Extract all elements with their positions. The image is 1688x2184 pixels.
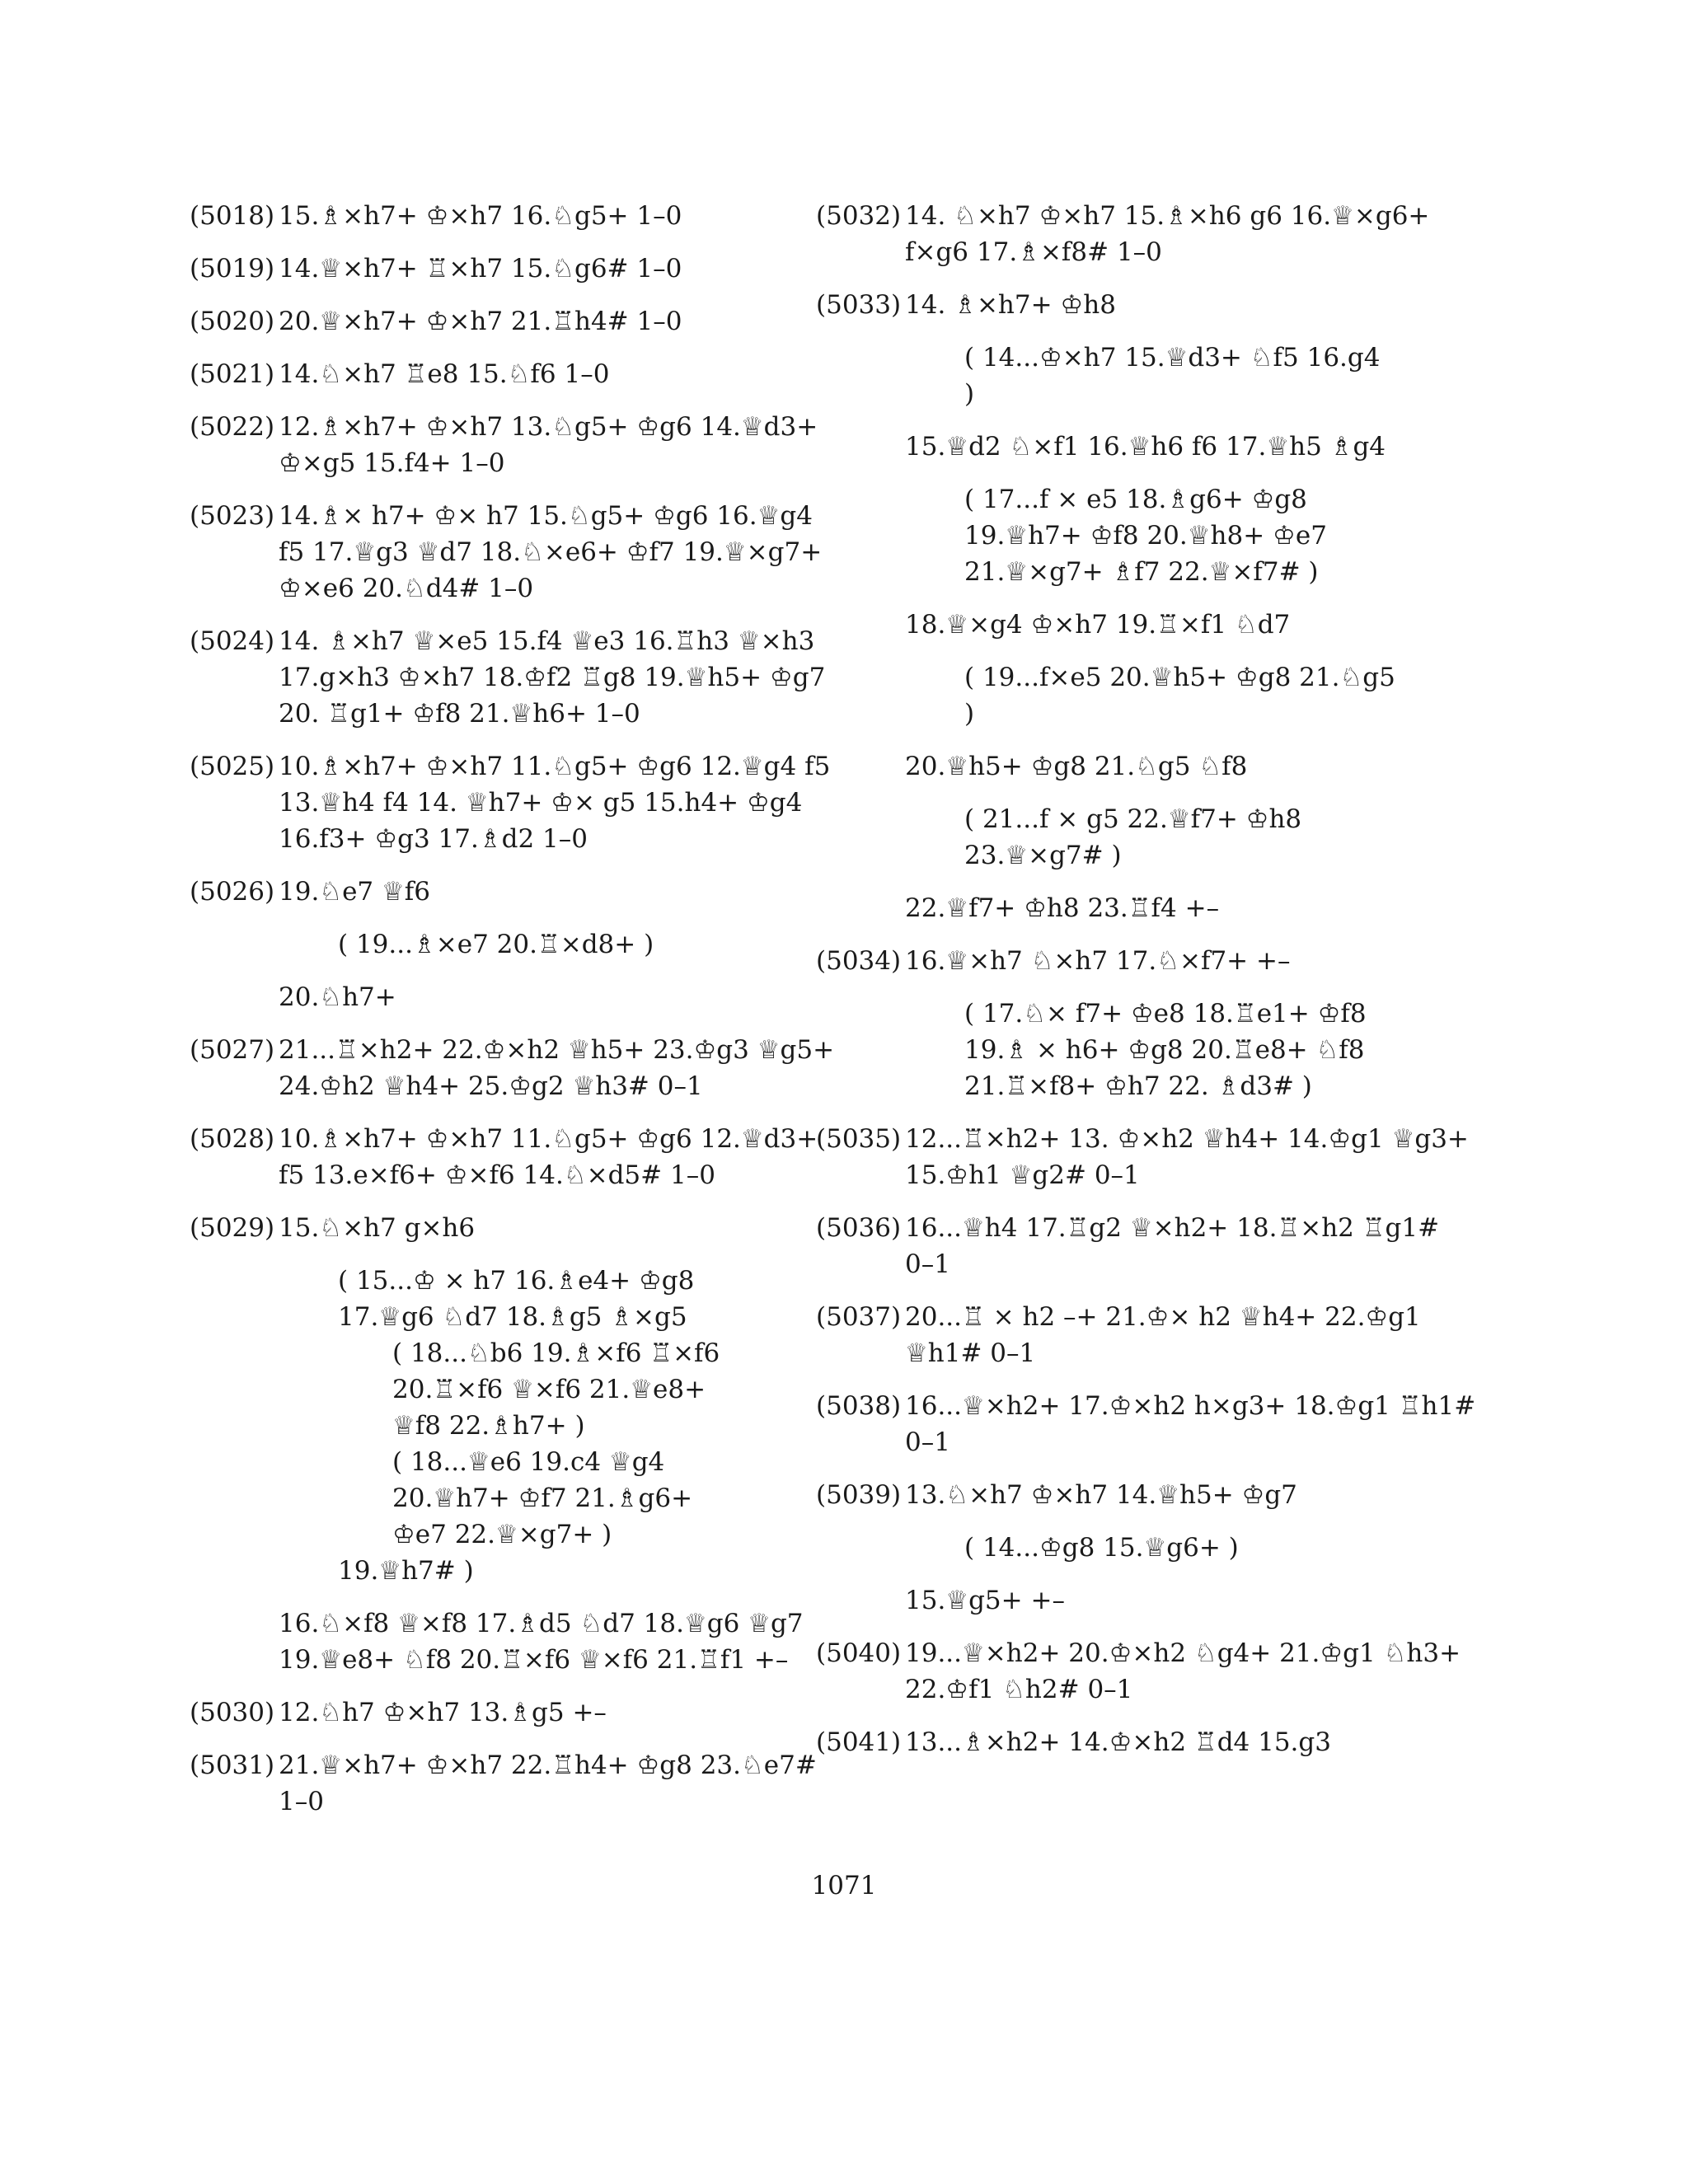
move-line: 21...♖×h2+ 22.♔×h2 ♕h5+ 23.♔g3 ♕g5+ <box>279 1035 835 1065</box>
move-line: 14.♗× h7+ ♔× h7 15.♘g5+ ♔g6 16.♕g4 <box>279 501 813 531</box>
move-line: ♔×e6 20.♘d4# 1–0 <box>279 574 534 603</box>
continuation-line: 15.♕d2 ♘×f1 16.♕h6 f6 17.♕h5 ♗g4 <box>905 432 1386 462</box>
puzzle-number: (5026) <box>190 877 275 907</box>
puzzle-number: (5021) <box>190 359 275 389</box>
page-number: 1071 <box>811 1871 877 1900</box>
puzzle-number: (5037) <box>816 1302 902 1332</box>
move-line: 20. ♖g1+ ♔f8 21.♕h6+ 1–0 <box>279 699 640 729</box>
puzzle-entry <box>816 1388 1476 1460</box>
move-line: 10.♗×h7+ ♔×h7 11.♘g5+ ♔g6 12.♕d3+ <box>279 1124 818 1154</box>
continuation-line: 22.♕f7+ ♔h8 23.♖f4 +– <box>905 893 1220 923</box>
move-line: 12...♖×h2+ 13. ♔×h2 ♕h4+ 14.♔g1 ♕g3+ <box>905 1124 1469 1154</box>
puzzle-entry <box>816 1299 1451 1371</box>
puzzle-number: (5036) <box>816 1213 902 1243</box>
variation-line: ( 14...♔×h7 15.♕d3+ ♘f5 16.g4 <box>964 343 1381 373</box>
puzzle-number: (5034) <box>816 946 902 976</box>
variation-line: ( 21...f × g5 22.♕f7+ ♔h8 <box>964 804 1302 834</box>
move-line: 14.♘×h7 ♖e8 15.♘f6 1–0 <box>279 359 610 389</box>
puzzle-entry <box>816 1210 1451 1282</box>
puzzle-entry <box>190 874 816 910</box>
move-line: ♕h1# 0–1 <box>905 1338 1036 1368</box>
move-line: 1–0 <box>279 1787 324 1816</box>
variation-block <box>964 996 1451 1104</box>
move-line: 12.♘h7 ♔×h7 13.♗g5 +– <box>279 1698 607 1727</box>
move-line: 16.f3+ ♔g3 17.♗d2 1–0 <box>279 824 588 854</box>
move-line: 17.g×h3 ♔×h7 18.♔f2 ♖g8 19.♕h5+ ♔g7 <box>279 663 826 692</box>
continuation-line: 18.♕×g4 ♔×h7 19.♖×f1 ♘d7 <box>905 610 1291 640</box>
continuation-line: 20.♕h5+ ♔g8 21.♘g5 ♘f8 <box>905 752 1248 781</box>
variation-block <box>338 1263 816 1335</box>
puzzle-entry <box>190 1694 816 1731</box>
variation-line: 21.♕×g7+ ♗f7 22.♕×f7# ) <box>964 557 1319 587</box>
puzzle-entry <box>816 198 1451 270</box>
puzzle-entry <box>816 1121 1469 1193</box>
move-line: 19...♕×h2+ 20.♔×h2 ♘g4+ 21.♔g1 ♘h3+ <box>905 1638 1461 1668</box>
move-line: 13.♕h4 f4 14. ♕h7+ ♔× g5 15.h4+ ♔g4 <box>279 788 803 818</box>
puzzle-entry <box>190 498 823 607</box>
move-line: 14. ♘×h7 ♔×h7 15.♗×h6 g6 16.♕×g6+ <box>905 201 1430 231</box>
move-line: 14.♕×h7+ ♖×h7 15.♘g6# 1–0 <box>279 254 682 284</box>
move-line: 0–1 <box>905 1249 950 1279</box>
variation-block <box>964 340 1451 412</box>
puzzle-number: (5027) <box>190 1035 275 1065</box>
move-line: 13...♗×h2+ 14.♔×h2 ♖d4 15.g3 <box>905 1727 1331 1757</box>
variation-line: ( 14...♔g8 15.♕g6+ ) <box>964 1533 1239 1563</box>
continuation-line: 20.♘h7+ <box>279 982 396 1012</box>
puzzle-number: (5033) <box>816 290 902 320</box>
variation-block <box>964 659 1451 732</box>
variation-line: 20.♕h7+ ♔f7 21.♗g6+ <box>392 1483 693 1513</box>
puzzle-number: (5041) <box>816 1727 902 1757</box>
right-column <box>816 198 1476 1777</box>
puzzle-number: (5030) <box>190 1698 275 1727</box>
move-line: 22.♔f1 ♘h2# 0–1 <box>905 1675 1133 1704</box>
move-line: 12.♗×h7+ ♔×h7 13.♘g5+ ♔g6 14.♕d3+ <box>279 412 818 442</box>
puzzle-entry <box>190 409 816 481</box>
puzzle-entry <box>816 287 1451 323</box>
variation-line: ) <box>964 379 975 409</box>
variation-line: ( 19...♗×e7 20.♖×d8+ ) <box>338 930 654 959</box>
puzzle-entry <box>190 1210 816 1246</box>
variation-line: 19.♗ × h6+ ♔g8 20.♖e8+ ♘f8 <box>964 1035 1365 1065</box>
puzzle-number: (5023) <box>190 501 275 531</box>
move-line: 20...♖ × h2 –+ 21.♔× h2 ♕h4+ 22.♔g1 <box>905 1302 1421 1332</box>
continuation-line: 15.♕g5+ +– <box>905 1586 1065 1615</box>
puzzle-entry <box>190 1121 816 1193</box>
move-line: 20.♕×h7+ ♔×h7 21.♖h4# 1–0 <box>279 307 682 336</box>
continuation-line: 16.♘×f8 ♕×f8 17.♗d5 ♘d7 18.♕g6 ♕g7 <box>279 1609 804 1638</box>
puzzle-entry <box>816 1724 1451 1760</box>
variation-line: ( 18...♘b6 19.♗×f6 ♖×f6 <box>392 1338 720 1368</box>
move-line: f×g6 17.♗×f8# 1–0 <box>905 237 1162 267</box>
variation-line: ( 17...f × e5 18.♗g6+ ♔g8 <box>964 485 1307 514</box>
variation-line: ( 17.♘× f7+ ♔e8 18.♖e1+ ♔f8 <box>964 999 1367 1029</box>
puzzle-number: (5032) <box>816 201 902 231</box>
variation-line: ♕f8 22.♗h7+ ) <box>392 1411 585 1441</box>
move-line: 24.♔h2 ♕h4+ 25.♔g2 ♕h3# 0–1 <box>279 1071 703 1101</box>
variation-block <box>964 481 1451 590</box>
variation-line: ( 18...♕e6 19.c4 ♕g4 <box>392 1447 665 1477</box>
puzzle-entry <box>190 251 816 287</box>
move-line: 16.♕×h7 ♘×h7 17.♘×f7+ +– <box>905 946 1291 976</box>
puzzle-entry <box>190 303 816 340</box>
move-line: 15.♘×h7 g×h6 <box>279 1213 476 1243</box>
puzzle-entry <box>816 1477 1451 1513</box>
move-line: 16...♕×h2+ 17.♔×h2 h×g3+ 18.♔g1 ♖h1# <box>905 1391 1476 1421</box>
puzzle-number: (5020) <box>190 307 275 336</box>
move-line: 19.♘e7 ♕f6 <box>279 877 431 907</box>
puzzle-number: (5022) <box>190 412 275 442</box>
puzzle-entry <box>816 1635 1461 1708</box>
continuation-line: 19.♕e8+ ♘f8 20.♖×f6 ♕×f6 21.♖f1 +– <box>279 1645 789 1675</box>
puzzle-entry <box>190 623 826 732</box>
move-line: f5 17.♕g3 ♕d7 18.♘×e6+ ♔f7 19.♕×g7+ <box>279 537 823 567</box>
move-line: 21.♕×h7+ ♔×h7 22.♖h4+ ♔g8 23.♘e7# <box>279 1750 817 1780</box>
puzzle-number: (5018) <box>190 201 275 231</box>
puzzle-number: (5040) <box>816 1638 902 1668</box>
puzzle-number: (5039) <box>816 1480 902 1510</box>
puzzle-entry <box>190 1032 835 1104</box>
variation-line: ( 19...f×e5 20.♕h5+ ♔g8 21.♘g5 <box>964 663 1395 692</box>
puzzle-number: (5038) <box>816 1391 902 1421</box>
move-line: 16...♕h4 17.♖g2 ♕×h2+ 18.♖×h2 ♖g1# <box>905 1213 1440 1243</box>
move-line: f5 13.e×f6+ ♔×f6 14.♘×d5# 1–0 <box>279 1160 715 1190</box>
puzzle-entry <box>190 748 831 857</box>
variation-line: 23.♕×g7# ) <box>964 841 1122 870</box>
move-line: 14. ♗×h7 ♕×e5 15.f4 ♕e3 16.♖h3 ♕×h3 <box>279 626 815 656</box>
move-line: ♔×g5 15.f4+ 1–0 <box>279 448 505 478</box>
puzzle-number: (5029) <box>190 1213 275 1243</box>
variation-block <box>964 801 1451 874</box>
move-line: 14. ♗×h7+ ♔h8 <box>905 290 1116 320</box>
variation-line: 19.♕h7# ) <box>338 1556 474 1586</box>
puzzle-number: (5024) <box>190 626 275 656</box>
nested-variation-block <box>392 1335 816 1553</box>
variation-line: 19.♕h7+ ♔f8 20.♕h8+ ♔e7 <box>964 521 1327 551</box>
variation-line: 20.♖×f6 ♕×f6 21.♕e8+ <box>392 1375 706 1404</box>
puzzle-number: (5019) <box>190 254 275 284</box>
variation-line: ) <box>964 699 975 729</box>
variation-line: ( 15...♔ × h7 16.♗e4+ ♔g8 <box>338 1266 695 1296</box>
puzzle-number: (5028) <box>190 1124 275 1154</box>
variation-line: 21.♖×f8+ ♔h7 22. ♗d3# ) <box>964 1071 1312 1101</box>
puzzle-number: (5031) <box>190 1750 275 1780</box>
variation-line: ♔e7 22.♕×g7+ ) <box>392 1520 612 1549</box>
puzzle-entry <box>816 943 1451 979</box>
puzzle-entry <box>190 1747 816 1820</box>
move-line: 10.♗×h7+ ♔×h7 11.♘g5+ ♔g6 12.♕g4 f5 <box>279 752 831 781</box>
variation-line: 17.♕g6 ♘d7 18.♗g5 ♗×g5 <box>338 1302 687 1332</box>
move-line: 0–1 <box>905 1427 950 1457</box>
puzzle-entry <box>190 198 816 234</box>
move-line: 15.♔h1 ♕g2# 0–1 <box>905 1160 1140 1190</box>
move-line: 13.♘×h7 ♔×h7 14.♕h5+ ♔g7 <box>905 1480 1297 1510</box>
puzzle-entry <box>190 356 816 392</box>
puzzle-number: (5025) <box>190 752 275 781</box>
continuation-block <box>279 1605 816 1678</box>
puzzle-number: (5035) <box>816 1124 902 1154</box>
left-column <box>190 198 835 1836</box>
move-line: 15.♗×h7+ ♔×h7 16.♘g5+ 1–0 <box>279 201 682 231</box>
